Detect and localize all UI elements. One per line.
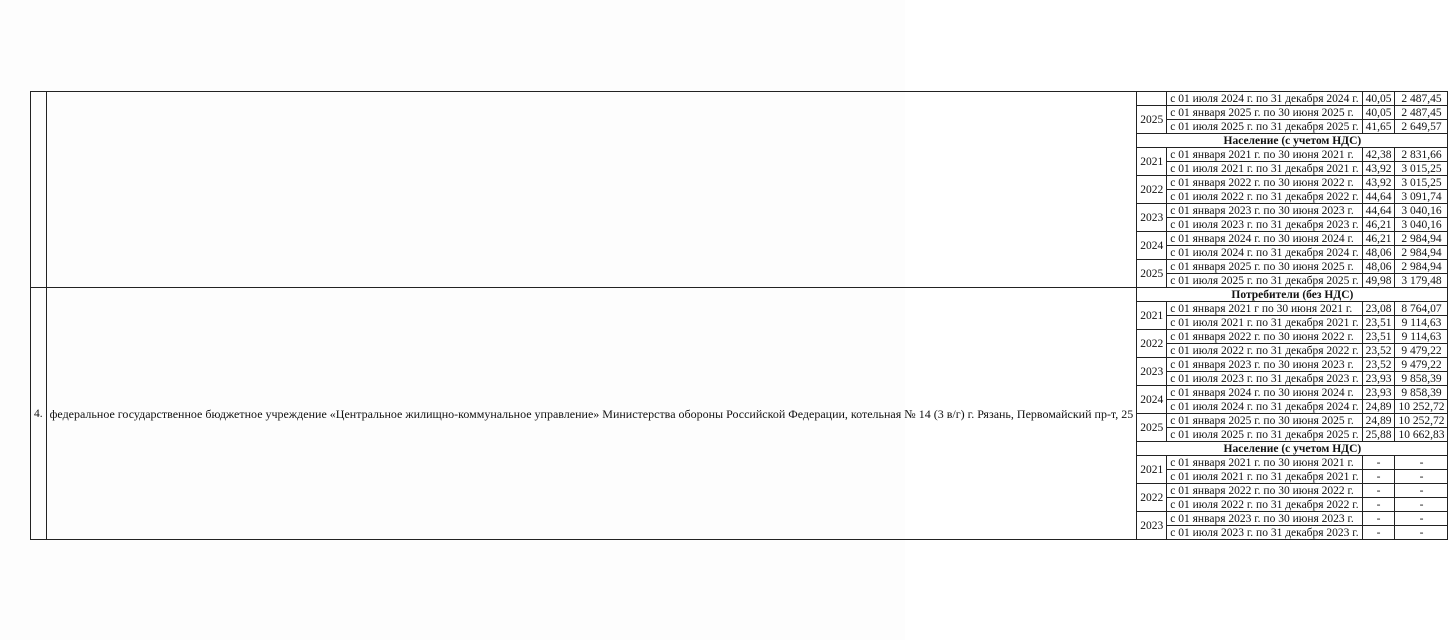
year-cell: 2022 bbox=[1137, 330, 1167, 358]
rate-cell: 2 984,94 bbox=[1395, 260, 1448, 274]
tariff-table-body bbox=[31, 92, 1448, 540]
rate-cell: - bbox=[1362, 512, 1395, 526]
rate-cell: - bbox=[1395, 526, 1448, 540]
rate-cell: - bbox=[1395, 470, 1448, 484]
year-cell: 2023 bbox=[1137, 204, 1167, 232]
index-cell: 4. bbox=[31, 288, 47, 540]
year-cell: 2022 bbox=[1137, 176, 1167, 204]
year-cell: 2022 bbox=[1137, 484, 1167, 512]
period-cell: с 01 января 2022 г. по 30 июня 2022 г. bbox=[1167, 330, 1362, 344]
rate-cell: 23,93 bbox=[1362, 372, 1395, 386]
period-cell: с 01 июля 2021 г. по 31 декабря 2021 г. bbox=[1167, 316, 1362, 330]
section-header: Потребители (без НДС) bbox=[1137, 288, 1448, 302]
period-cell: с 01 июля 2024 г. по 31 декабря 2024 г. bbox=[1167, 246, 1362, 260]
period-cell: с 01 января 2025 г. по 30 июня 2025 г. bbox=[1167, 260, 1362, 274]
period-cell: с 01 июля 2023 г. по 31 декабря 2023 г. bbox=[1167, 526, 1362, 540]
rate-cell: 23,93 bbox=[1362, 386, 1395, 400]
rate-cell: 43,92 bbox=[1362, 162, 1395, 176]
rate-cell: 48,06 bbox=[1362, 260, 1395, 274]
period-cell: с 01 января 2025 г. по 30 июня 2025 г. bbox=[1167, 414, 1362, 428]
period-cell: с 01 июля 2022 г. по 31 декабря 2022 г. bbox=[1167, 190, 1362, 204]
rate-cell: - bbox=[1395, 498, 1448, 512]
section-header-row bbox=[31, 288, 1448, 302]
period-cell: с 01 июля 2025 г. по 31 декабря 2025 г. bbox=[1167, 120, 1362, 134]
rate-cell: - bbox=[1362, 526, 1395, 540]
year-cell: 2021 bbox=[1137, 456, 1167, 484]
rate-cell: - bbox=[1395, 512, 1448, 526]
rate-cell: 2 487,45 bbox=[1395, 106, 1448, 120]
rate-cell: 9 479,22 bbox=[1395, 358, 1448, 372]
period-cell: с 01 января 2021 г. по 30 июня 2021 г. bbox=[1167, 456, 1362, 470]
rate-cell: 2 649,57 bbox=[1395, 120, 1448, 134]
section-header: Население (с учетом НДС) bbox=[1137, 134, 1448, 148]
rate-cell: 23,51 bbox=[1362, 330, 1395, 344]
rate-cell: 2 831,66 bbox=[1395, 148, 1448, 162]
rate-cell: 9 858,39 bbox=[1395, 372, 1448, 386]
section-header: Население (с учетом НДС) bbox=[1137, 442, 1448, 456]
period-cell: с 01 января 2023 г. по 30 июня 2023 г. bbox=[1167, 358, 1362, 372]
period-cell: с 01 июля 2023 г. по 31 декабря 2023 г. bbox=[1167, 218, 1362, 232]
rate-cell: 9 858,39 bbox=[1395, 386, 1448, 400]
rate-cell: - bbox=[1395, 456, 1448, 470]
period-cell: с 01 июля 2023 г. по 31 декабря 2023 г. bbox=[1167, 372, 1362, 386]
rate-cell: - bbox=[1362, 470, 1395, 484]
period-cell: с 01 июля 2025 г. по 31 декабря 2025 г. bbox=[1167, 274, 1362, 288]
rate-cell: 24,89 bbox=[1362, 400, 1395, 414]
rate-cell: 44,64 bbox=[1362, 204, 1395, 218]
rate-cell: 25,88 bbox=[1362, 428, 1395, 442]
year-cell: 2025 bbox=[1137, 414, 1167, 442]
rate-cell: 9 114,63 bbox=[1395, 330, 1448, 344]
rate-cell: 3 091,74 bbox=[1395, 190, 1448, 204]
period-cell: с 01 июля 2025 г. по 31 декабря 2025 г. bbox=[1167, 428, 1362, 442]
year-cell: 2025 bbox=[1137, 260, 1167, 288]
rate-cell: 2 984,94 bbox=[1395, 232, 1448, 246]
organization-cell: федеральное государственное бюджетное учреждение «Центральное жилищно-коммунальное управление» Министерства обороны Российской Федерации, котельная № 14 (3 в/г) г. Рязань, Первомайский пр-т, 25 bbox=[46, 288, 1137, 540]
period-cell: с 01 января 2024 г. по 30 июня 2024 г. bbox=[1167, 386, 1362, 400]
rate-cell: 3 015,25 bbox=[1395, 162, 1448, 176]
year-cell: 2025 bbox=[1137, 106, 1167, 134]
rate-cell: 23,52 bbox=[1362, 358, 1395, 372]
period-cell: с 01 июля 2021 г. по 31 декабря 2021 г. bbox=[1167, 470, 1362, 484]
period-cell: с 01 января 2022 г. по 30 июня 2022 г. bbox=[1167, 176, 1362, 190]
period-cell: с 01 января 2021 г по 30 июня 2021 г. bbox=[1167, 302, 1362, 316]
period-cell: с 01 января 2024 г. по 30 июня 2024 г. bbox=[1167, 232, 1362, 246]
year-cell: 2023 bbox=[1137, 512, 1167, 540]
year-cell: 2024 bbox=[1137, 386, 1167, 414]
rate-cell: 8 764,07 bbox=[1395, 302, 1448, 316]
rate-cell: 3 015,25 bbox=[1395, 176, 1448, 190]
rate-cell: 44,64 bbox=[1362, 190, 1395, 204]
rate-cell: 43,92 bbox=[1362, 176, 1395, 190]
rate-cell: 10 252,72 bbox=[1395, 414, 1448, 428]
rate-cell: 40,05 bbox=[1362, 92, 1395, 106]
period-cell: с 01 января 2025 г. по 30 июня 2025 г. bbox=[1167, 106, 1362, 120]
rate-cell: - bbox=[1362, 498, 1395, 512]
year-cell bbox=[1137, 92, 1167, 106]
rate-cell: 41,65 bbox=[1362, 120, 1395, 134]
rate-cell: - bbox=[1395, 484, 1448, 498]
year-cell: 2023 bbox=[1137, 358, 1167, 386]
index-cell bbox=[31, 92, 47, 288]
year-cell: 2024 bbox=[1137, 232, 1167, 260]
period-cell: с 01 января 2021 г. по 30 июня 2021 г. bbox=[1167, 148, 1362, 162]
period-cell: с 01 июля 2024 г. по 31 декабря 2024 г. bbox=[1167, 92, 1362, 106]
rate-cell: 2 984,94 bbox=[1395, 246, 1448, 260]
rate-cell: 24,89 bbox=[1362, 414, 1395, 428]
period-cell: с 01 января 2022 г. по 30 июня 2022 г. bbox=[1167, 484, 1362, 498]
organization-cell bbox=[46, 92, 1137, 288]
year-cell: 2021 bbox=[1137, 148, 1167, 176]
rate-cell: 49,98 bbox=[1362, 274, 1395, 288]
rate-cell: - bbox=[1362, 456, 1395, 470]
period-cell: с 01 июля 2022 г. по 31 декабря 2022 г. bbox=[1167, 344, 1362, 358]
rate-cell: - bbox=[1362, 484, 1395, 498]
period-cell: с 01 июля 2024 г. по 31 декабря 2024 г. bbox=[1167, 400, 1362, 414]
rate-cell: 40,05 bbox=[1362, 106, 1395, 120]
table-row bbox=[31, 92, 1448, 106]
rate-cell: 23,51 bbox=[1362, 316, 1395, 330]
rate-cell: 3 040,16 bbox=[1395, 204, 1448, 218]
rate-cell: 10 252,72 bbox=[1395, 400, 1448, 414]
period-cell: с 01 января 2023 г. по 30 июня 2023 г. bbox=[1167, 204, 1362, 218]
rate-cell: 23,08 bbox=[1362, 302, 1395, 316]
year-cell: 2021 bbox=[1137, 302, 1167, 330]
period-cell: с 01 июля 2022 г. по 31 декабря 2022 г. bbox=[1167, 498, 1362, 512]
rate-cell: 10 662,83 bbox=[1395, 428, 1448, 442]
period-cell: с 01 июля 2021 г. по 31 декабря 2021 г. bbox=[1167, 162, 1362, 176]
period-cell: с 01 января 2023 г. по 30 июня 2023 г. bbox=[1167, 512, 1362, 526]
rate-cell: 48,06 bbox=[1362, 246, 1395, 260]
rate-cell: 2 487,45 bbox=[1395, 92, 1448, 106]
rate-cell: 9 114,63 bbox=[1395, 316, 1448, 330]
rate-cell: 3 179,48 bbox=[1395, 274, 1448, 288]
rate-cell: 46,21 bbox=[1362, 218, 1395, 232]
rate-cell: 9 479,22 bbox=[1395, 344, 1448, 358]
rate-cell: 42,38 bbox=[1362, 148, 1395, 162]
rate-cell: 23,52 bbox=[1362, 344, 1395, 358]
tariff-table bbox=[30, 91, 1448, 540]
rate-cell: 46,21 bbox=[1362, 232, 1395, 246]
rate-cell: 3 040,16 bbox=[1395, 218, 1448, 232]
